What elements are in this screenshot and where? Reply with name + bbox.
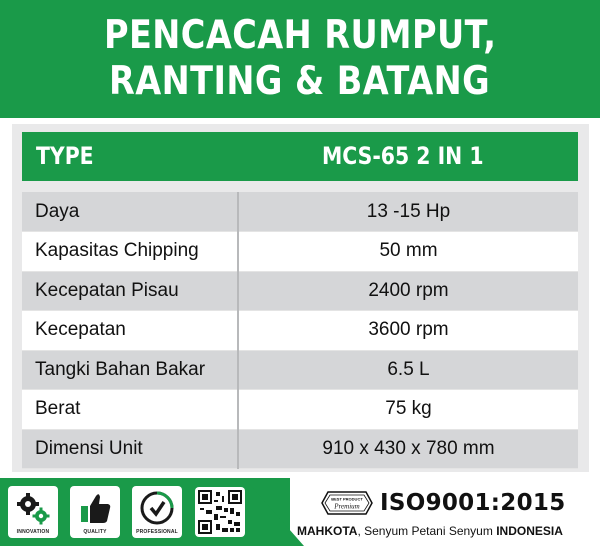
slogan: [297, 524, 563, 538]
type-label: TYPE: [36, 142, 94, 170]
spec-label: Kecepatan: [22, 311, 238, 351]
thumbs-up-icon: [75, 488, 115, 528]
spec-label: Daya: [22, 192, 238, 232]
spec-value: 910 x 430 x 780 mm: [238, 429, 578, 469]
professional-badge: [132, 486, 182, 538]
spec-label: Dimensi Unit: [22, 429, 238, 469]
spec-value: 2400 rpm: [238, 271, 578, 311]
table-row: [22, 350, 578, 390]
badge-label: QUALITY: [83, 529, 107, 535]
seal-top-text: BEST PRODUCT: [331, 496, 363, 502]
spec-label: Kapasitas Chipping: [22, 232, 238, 272]
title-banner: [0, 0, 600, 118]
seal-main-text: Premium: [334, 502, 360, 511]
iso-label: ISO9001:2015: [380, 490, 566, 516]
table-row: [22, 232, 578, 272]
table-row: [22, 271, 578, 311]
badge-label: INNOVATION: [16, 529, 50, 535]
spec-table: [22, 192, 578, 469]
table-row: [22, 390, 578, 430]
gears-icon: [13, 488, 53, 528]
spec-value: 75 kg: [238, 390, 578, 430]
spec-value: 6.5 L: [238, 350, 578, 390]
best-product-seal-icon: [318, 488, 376, 518]
type-value: MCS-65 2 IN 1: [322, 142, 484, 170]
spec-value: 13 -15 Hp: [238, 192, 578, 232]
table-row: [22, 429, 578, 469]
badge-label: PROFESSIONAL: [136, 529, 178, 535]
spec-label: Tangki Bahan Bakar: [22, 350, 238, 390]
footer: [0, 478, 600, 546]
type-header-row: [22, 132, 578, 181]
spec-value: 3600 rpm: [238, 311, 578, 351]
spec-label: Berat: [22, 390, 238, 430]
title-line-1: PENCACAH RUMPUT,: [103, 13, 497, 58]
spec-value: 50 mm: [238, 232, 578, 272]
spec-label: Kecepatan Pisau: [22, 271, 238, 311]
table-row: [22, 192, 578, 232]
innovation-badge: [8, 486, 58, 538]
professional-icon: [137, 488, 177, 528]
slogan-country: INDONESIA: [496, 524, 563, 538]
table-row: [22, 311, 578, 351]
slogan-middle: , Senyum Petani Senyum: [357, 524, 497, 538]
qr-code-icon: [195, 487, 245, 537]
iso-certification: [318, 488, 566, 518]
quality-badge: [70, 486, 120, 538]
slogan-brand: MAHKOTA: [297, 524, 358, 538]
title-line-2: RANTING & BATANG: [109, 59, 491, 104]
